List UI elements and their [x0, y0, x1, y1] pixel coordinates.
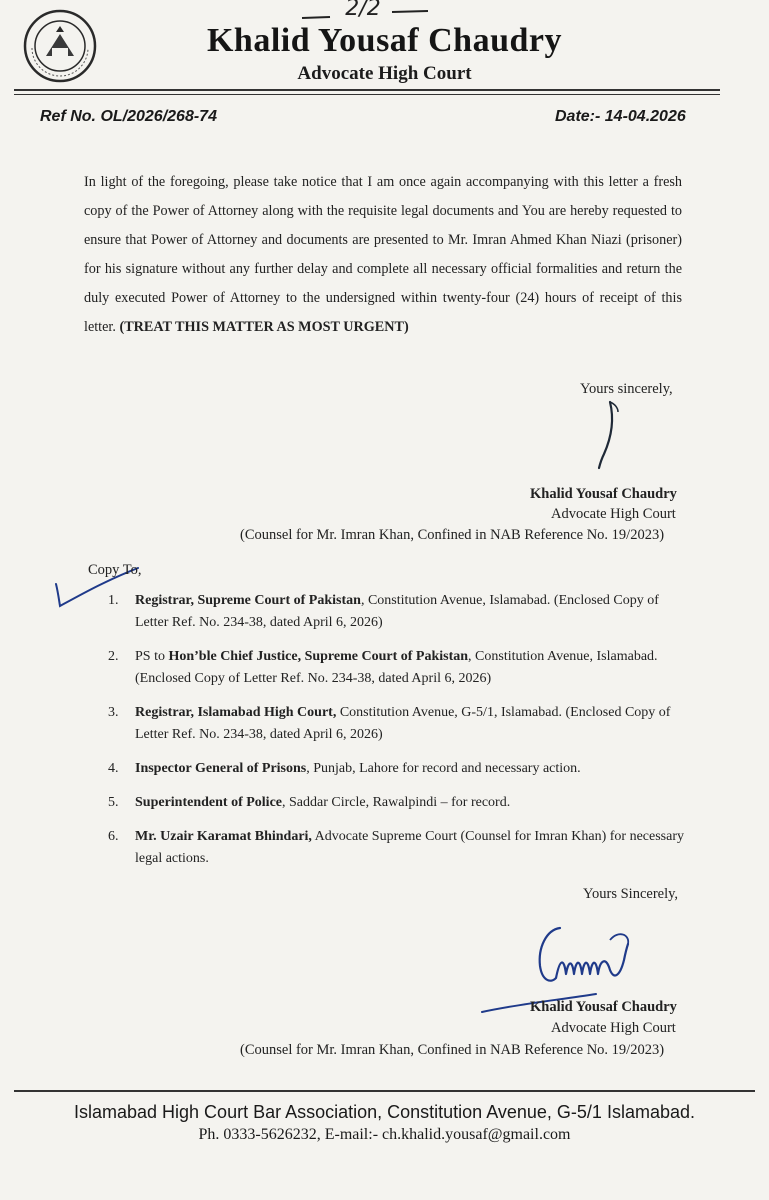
- copy-to-item: [108, 826, 688, 870]
- item-number: 5.: [108, 795, 119, 810]
- signatory-counsel-1: (Counsel for Mr. Imran Khan, Confined in NAB Reference No. 19/2023): [240, 527, 665, 543]
- recipient-prefix: PS to: [135, 649, 169, 664]
- signatory-designation-2: Advocate High Court: [551, 1020, 676, 1036]
- closing-salutation-1: Yours sincerely,: [580, 381, 673, 397]
- recipient-detail: , Punjab, Lahore for record and necessary action.: [306, 761, 581, 776]
- letterhead-name: Khalid Yousaf Chaudry: [206, 22, 562, 59]
- recipient-detail: , Constitution Avenue, Islamabad. (Enclosed Copy of Letter Ref. No. 234-38, dated April 6, 2026): [135, 593, 659, 630]
- recipient-detail: Advocate Supreme Court (Counsel for Imran Khan) for necessary legal actions.: [135, 829, 684, 866]
- footer-contact: Ph. 0333-5626232, E-mail:- ch.khalid.yousaf@gmail.com: [198, 1126, 571, 1143]
- letterhead-designation: Advocate High Court: [297, 63, 472, 84]
- copy-to-item: [108, 702, 688, 746]
- item-number: 1.: [108, 593, 119, 608]
- copy-to-item: [108, 758, 688, 780]
- signatory-name-1: Khalid Yousaf Chaudry: [530, 486, 677, 502]
- closing-salutation-2: Yours Sincerely,: [583, 886, 679, 902]
- signatory-designation-1: Advocate High Court: [551, 506, 676, 522]
- recipient-detail: , Constitution Avenue, Islamabad. (Enclosed Copy of Letter Ref. No. 234-38, dated April 6, 2026): [135, 649, 658, 686]
- item-number: 3.: [108, 705, 119, 720]
- recipient-name: Inspector General of Prisons: [135, 761, 307, 776]
- recipient-name: Registrar, Islamabad High Court,: [135, 705, 337, 720]
- body-text: In light of the foregoing, please take notice that I am once again accompanying with this letter a fresh copy of the Power of Attorney along with the requisite legal documents and You are hereby requested to ensure that Power of Attorney and documents are presented to Mr. Imran Ahmed Khan Niazi (prisoner) for his signature without any further delay and complete all necessary official formalities and return the duly executed Power of Attorney to the undersigned within twenty-four (24) hours of receipt of this letter.: [84, 174, 682, 335]
- header-divider-thin: [14, 94, 720, 95]
- recipient-name: Mr. Uzair Karamat Bhindari,: [135, 829, 312, 844]
- recipient-name: Registrar, Supreme Court of Pakistan: [135, 593, 361, 608]
- item-number: 2.: [108, 649, 119, 664]
- recipient-name: Hon’ble Chief Justice, Supreme Court of Pakistan: [168, 649, 469, 664]
- signature-stroke-1: [588, 398, 628, 473]
- recipient-detail: Constitution Avenue, G-5/1, Islamabad. (Enclosed Copy of Letter Ref. No. 234-38, dated April 6, 2026): [135, 705, 671, 742]
- signatory-name-2: Khalid Yousaf Chaudry: [530, 999, 677, 1015]
- recipient-name: Superintendent of Police: [135, 795, 282, 810]
- header-divider: [14, 89, 720, 91]
- item-number: 4.: [108, 761, 119, 776]
- copy-to-item: [108, 792, 688, 814]
- letter-date: Date:- 14-04.2026: [555, 108, 686, 125]
- page-marker: 2/2: [345, 0, 381, 21]
- item-number: 6.: [108, 829, 119, 844]
- body-paragraph: [84, 168, 682, 342]
- signatory-counsel-2: (Counsel for Mr. Imran Khan, Confined in NAB Reference No. 19/2023): [240, 1042, 665, 1058]
- copy-to-list: [108, 590, 688, 882]
- footer-address: Islamabad High Court Bar Association, Constitution Avenue, G-5/1 Islamabad.: [73, 1102, 695, 1122]
- urgent-notice: (TREAT THIS MATTER AS MOST URGENT): [119, 319, 409, 335]
- footer-divider: [14, 1090, 755, 1092]
- copy-to-item: [108, 590, 688, 634]
- recipient-detail: , Saddar Circle, Rawalpindi – for record.: [282, 795, 511, 810]
- reference-number: Ref No. OL/2026/268-74: [40, 108, 217, 125]
- copy-to-label: Copy To,: [88, 562, 142, 578]
- copy-to-item: [108, 646, 688, 690]
